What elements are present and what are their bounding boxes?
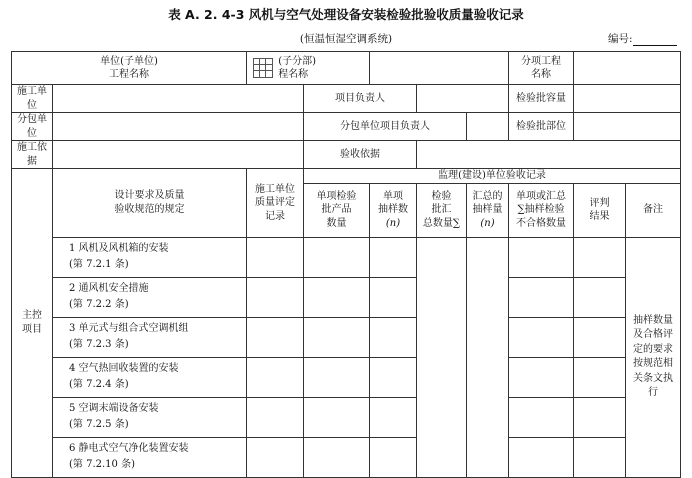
unit-name-label: 单位(子单位) 工程名称 xyxy=(12,52,247,85)
subitem-name-label: 分项工程 名称 xyxy=(509,52,574,85)
construction-unit-label: 施工单位 xyxy=(12,85,53,113)
table-row xyxy=(12,397,681,437)
single-sample-cell[interactable] xyxy=(370,357,417,397)
table-row xyxy=(12,437,681,477)
header-row-unit xyxy=(12,52,681,85)
main-control-label: 主控 项目 xyxy=(12,169,53,478)
header-row-basis xyxy=(12,141,681,169)
construction-unit-cell[interactable] xyxy=(53,85,304,113)
subcontractor-cell[interactable] xyxy=(53,113,304,141)
self-check-cell[interactable] xyxy=(247,277,304,317)
remark-text: 抽样数量及合格评定的要求按规范相关条文执行 xyxy=(626,237,681,477)
header-row-subcontractor xyxy=(12,113,681,141)
project-manager-label: 项目负责人 xyxy=(304,85,417,113)
acceptance-basis-label: 验收依据 xyxy=(304,141,417,169)
unqualified-cell[interactable] xyxy=(509,237,574,277)
self-check-cell[interactable] xyxy=(247,237,304,277)
grid-icon xyxy=(253,58,273,78)
table-row xyxy=(12,277,681,317)
summary-sample-header: 汇总的 抽样量 (n) xyxy=(467,183,509,237)
header-row-construction xyxy=(12,85,681,113)
sub-project-manager-cell[interactable] xyxy=(467,113,509,141)
self-check-header: 施工单位 质量评定 记录 xyxy=(247,169,304,238)
single-sample-cell[interactable] xyxy=(370,437,417,477)
unqualified-header: 单项或汇总 ∑抽样检验 不合格数量 xyxy=(509,183,574,237)
design-requirements-header: 设计要求及质量 验收规范的规定 xyxy=(53,169,247,238)
remarks-header: 备注 xyxy=(626,183,681,237)
batch-capacity-label: 检验批容量 xyxy=(509,85,574,113)
construction-basis-label: 施工依据 xyxy=(12,141,53,169)
column-header-row-1 xyxy=(12,169,681,184)
inspection-record-table xyxy=(11,51,681,478)
supervision-header: 监理(建设)单位验收记录 xyxy=(304,169,681,184)
form-subtitle: (恒温恒湿空调系统) xyxy=(299,33,393,45)
single-batch-cell[interactable] xyxy=(304,317,370,357)
summary-sample-cell[interactable] xyxy=(467,237,509,477)
evaluation-cell[interactable] xyxy=(574,317,626,357)
table-row xyxy=(12,357,681,397)
unqualified-cell[interactable] xyxy=(509,397,574,437)
batch-capacity-cell[interactable] xyxy=(574,85,681,113)
form-number xyxy=(608,31,677,46)
number-label: 编号: xyxy=(608,33,633,45)
single-batch-cell[interactable] xyxy=(304,437,370,477)
evaluation-header: 评判 结果 xyxy=(574,183,626,237)
construction-basis-cell[interactable] xyxy=(53,141,304,169)
single-batch-cell[interactable] xyxy=(304,357,370,397)
subunit-name-cell[interactable] xyxy=(370,52,509,85)
unqualified-cell[interactable] xyxy=(509,277,574,317)
subitem-name-cell[interactable] xyxy=(574,52,681,85)
single-sample-cell[interactable] xyxy=(370,317,417,357)
single-sample-cell[interactable] xyxy=(370,237,417,277)
unqualified-cell[interactable] xyxy=(509,317,574,357)
single-sample-cell[interactable] xyxy=(370,277,417,317)
unit-name-cell[interactable]: (子分部) 程名称 xyxy=(247,52,370,85)
inspection-item: 5 空调末端设备安装 (第 7.2.5 条) xyxy=(53,397,247,437)
single-batch-cell[interactable] xyxy=(304,397,370,437)
inspection-item: 1 风机及风机箱的安装 (第 7.2.1 条) xyxy=(53,237,247,277)
single-sample-header: 单项 抽样数 (n) xyxy=(370,183,417,237)
single-sample-cell[interactable] xyxy=(370,397,417,437)
inspection-item: 3 单元式与组合式空调机组 (第 7.2.3 条) xyxy=(53,317,247,357)
acceptance-basis-cell[interactable] xyxy=(417,141,681,169)
self-check-cell[interactable] xyxy=(247,437,304,477)
number-field[interactable] xyxy=(633,35,677,46)
table-row xyxy=(12,237,681,277)
evaluation-cell[interactable] xyxy=(574,237,626,277)
batch-location-cell[interactable] xyxy=(574,113,681,141)
table-row xyxy=(12,317,681,357)
single-batch-cell[interactable] xyxy=(304,237,370,277)
subcontractor-label: 分包单位 xyxy=(12,113,53,141)
self-check-cell[interactable] xyxy=(247,317,304,357)
self-check-cell[interactable] xyxy=(247,397,304,437)
unqualified-cell[interactable] xyxy=(509,437,574,477)
summary-total-cell[interactable] xyxy=(417,237,467,477)
inspection-item: 2 通风机安全措施 (第 7.2.2 条) xyxy=(53,277,247,317)
summary-total-header: 检验 批汇 总数量∑ xyxy=(417,183,467,237)
sub-project-manager-label: 分包单位项目负责人 xyxy=(304,113,467,141)
evaluation-cell[interactable] xyxy=(574,277,626,317)
evaluation-cell[interactable] xyxy=(574,357,626,397)
self-check-cell[interactable] xyxy=(247,357,304,397)
form-title: 表 A. 2. 4-3 风机与空气处理设备安装检验批验收质量验收记录 xyxy=(168,7,524,22)
inspection-item: 6 静电式空气净化装置安装 (第 7.2.10 条) xyxy=(53,437,247,477)
batch-location-label: 检验批部位 xyxy=(509,113,574,141)
project-manager-cell[interactable] xyxy=(417,85,509,113)
single-batch-cell[interactable] xyxy=(304,277,370,317)
unqualified-cell[interactable] xyxy=(509,357,574,397)
evaluation-cell[interactable] xyxy=(574,437,626,477)
single-batch-quantity-header: 单项检验 批产品 数量 xyxy=(304,183,370,237)
evaluation-cell[interactable] xyxy=(574,397,626,437)
inspection-item: 4 空气热回收装置的安装 (第 7.2.4 条) xyxy=(53,357,247,397)
